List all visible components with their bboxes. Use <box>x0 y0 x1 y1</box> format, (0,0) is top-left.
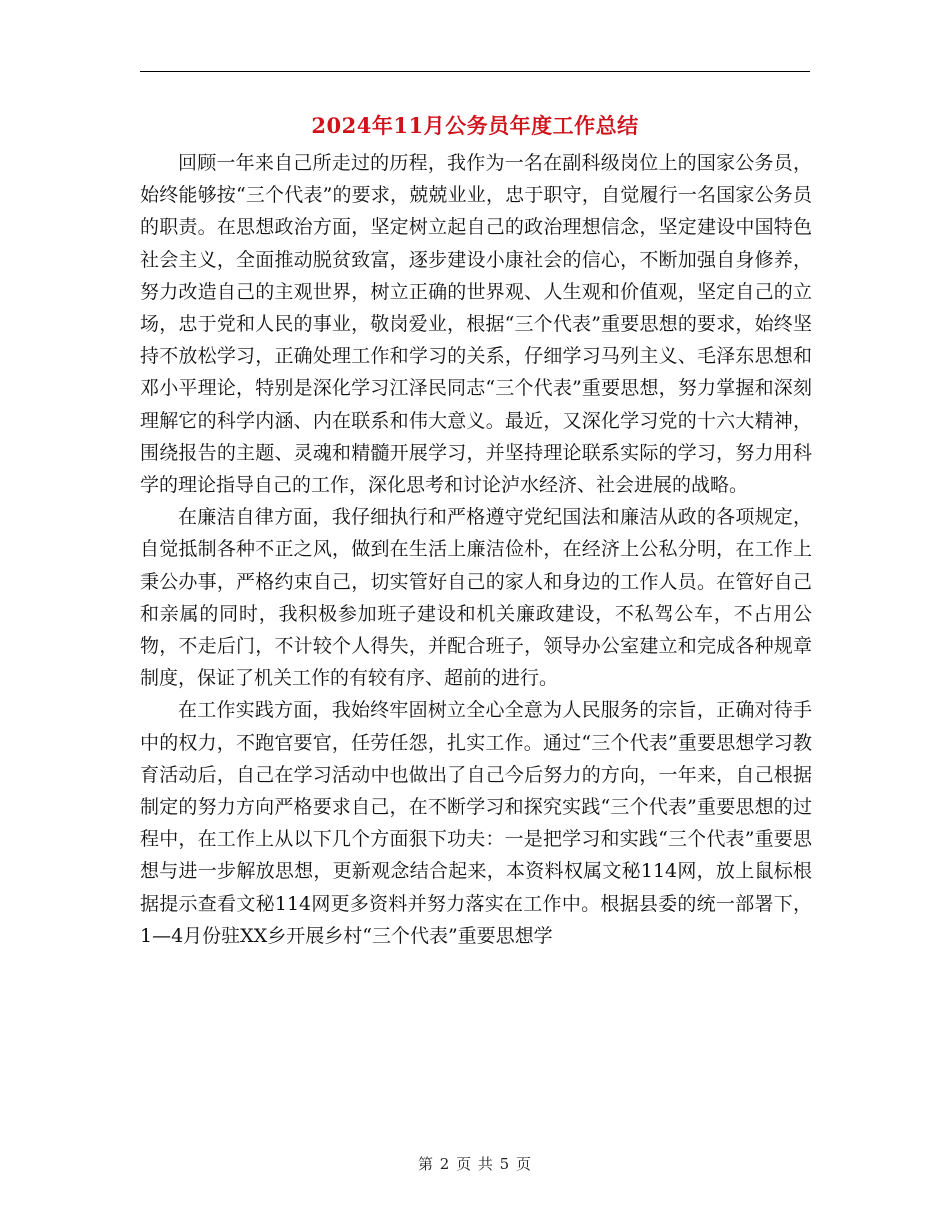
document-body <box>140 147 812 952</box>
header-rule <box>140 71 810 72</box>
paragraph-work-practice: 在工作实践方面，我始终牢固树立全心全意为人民服务的宗旨，正确对待手中的权力，不跑官要官，任劳任怨，扎实工作。通过“三个代表”重要思想学习教育活动后，自己在学习活动中也做出了自己今后努力的方向，一年来，自己根据制定的努力方向严格要求自己，在不断学习和探究实践“三个代表”重要思想的过程中，在工作上从以下几个方面狠下功夫：一是把学习和实践“三个代表”重要思想与进一步解放思想，更新观念结合起来，本资料权属文秘114网，放上鼠标根据提示查看文秘114网更多资料并努力落实在工作中。根据县委的统一部署下，1—4月份驻XX乡开展乡村“三个代表”重要思想学 <box>140 699 812 947</box>
document-title: 2024年11月公务员年度工作总结 <box>311 113 639 138</box>
paragraph-political: 回顾一年来自己所走过的历程，我作为一名在副科级岗位上的国家公务员，始终能够按“三个代表”的要求，兢兢业业，忠于职守，自觉履行一名国家公务员的职责。在思想政治方面，坚定树立起自己的政治理想信念，坚定建设中国特色社会主义，全面推动脱贫致富，逐步建设小康社会的信心，不断加强自身修养，努力改造自己的主观世界，树立正确的世界观、人生观和价值观，坚定自己的立场，忠于党和人民的事业，敬岗爱业，根据“三个代表”重要思想的要求，始终坚持不放松学习，正确处理工作和学习的关系，仔细学习马列主义、毛泽东思想和邓小平理论，特别是深化学习江泽民同志“三个代表”重要思想，努力掌握和深刻理解它的科学内涵、内在联系和伟大意义。最近，又深化学习党的十六大精神，围绕报告的主题、灵魂和精髓开展学习，并坚持理论联系实际的学习，努力用科学的理论指导自己的工作，深化思考和讨论泸水经济、社会进展的战略。 <box>140 152 812 497</box>
page-number: 第 2 页 共 5 页 <box>418 1155 532 1173</box>
paragraph-integrity: 在廉洁自律方面，我仔细执行和严格遵守党纪国法和廉洁从政的各项规定，自觉抵制各种不正之风，做到在生活上廉洁俭朴，在经济上公私分明，在工作上秉公办事，严格约束自己，切实管好自己的家人和身边的工作人员。在管好自己和亲属的同时，我积极参加班子建设和机关廉政建设，不私驾公车，不占用公物，不走后门，不计较个人得失，并配合班子，领导办公室建立和完成各种规章制度，保证了机关工作的有较有序、超前的进行。 <box>140 506 812 690</box>
